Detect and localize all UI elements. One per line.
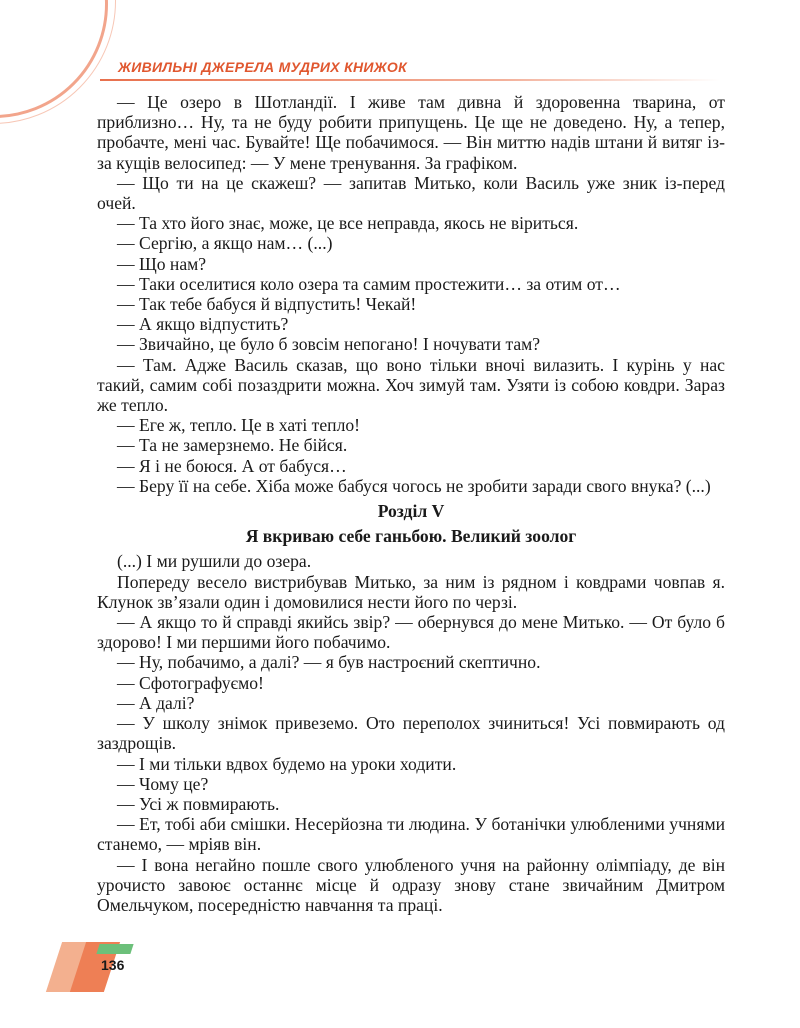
section-subtitle: Я вкриваю себе ганьбою. Великий зоолог (245, 526, 577, 547)
paragraph: — А далі? (117, 692, 195, 713)
paragraph: — І вона негайно пошле свого улюбленого учня на районну олімпіаду, де він урочисто завоює останнє місце й одразу знову стане звичайним Дмитром Омельчуком, посередністю навчання та праці. (97, 854, 725, 915)
paragraph: — Усі ж повмирають. (117, 793, 280, 814)
running-header: ЖИВИЛЬНІ ДЖЕРЕЛА МУДРИХ КНИЖОК (118, 59, 407, 75)
paragraph: — Беру її на себе. Хіба може бабуся чогось не зробити заради свого внука? (...) (117, 475, 711, 496)
paragraph: Попереду весело вистрибував Митько, за ним із рядном і ковдрами човпав я. Клунок зв’язали один і домовилися нести його по черзі. (97, 571, 725, 612)
paragraph: — І ми тільки вдвох будемо на уроки ходити. (117, 753, 457, 774)
decorative-arc (0, 0, 108, 118)
paragraph: — Так тебе бабуся й відпустить! Чекай! (117, 294, 417, 315)
paragraph: — Я і не боюся. А от бабуся… (117, 455, 347, 476)
page-number: 136 (101, 957, 125, 973)
section-heading: Розділ V (377, 501, 445, 522)
paragraph: — Таки оселитися коло озера та самим простежити… за отим от… (117, 273, 621, 294)
paragraph: — Там. Адже Василь сказав, що воно тільки вночі вилазить. І курінь у нас такий, самим собі позаздрити можна. Хоч зимуй там. Узяти із собою ковдри. Зараз же тепло. (97, 354, 725, 416)
paragraph: — А якщо відпустить? (117, 314, 289, 335)
paragraph: — Еге ж, тепло. Це в хаті тепло! (117, 415, 361, 436)
paragraph: — Сфотографуємо! (117, 672, 264, 693)
paragraph: — У школу знімок привеземо. Ото переполох зчиниться! Усі повмирають од заздрощів. (97, 713, 725, 754)
paragraph: — Звичайно, це було б зовсім непогано! І ночувати там? (117, 334, 541, 355)
paragraph: — Та не замерзнемо. Не бійся. (117, 435, 348, 456)
page-body (97, 92, 725, 915)
paragraph: — Сергію, а якщо нам… (...) (117, 233, 333, 254)
paragraph: — Що ти на це скажеш? — запитав Митько, коли Василь уже зник із-перед очей. (97, 172, 725, 214)
paragraph: (...) І ми рушили до озера. (117, 551, 312, 572)
paragraph: — Чому це? (117, 773, 209, 794)
paragraph: — Що нам? (117, 253, 207, 274)
paragraph: — Ну, побачимо, а далі? — я був настроєний скептично. (117, 652, 541, 673)
header-rule (100, 79, 720, 81)
paragraph: — Це озеро в Шотландії. І живе там дивна й здоровенна тварина, от приблизно… Ну, та не буду робити припущень. Це ще не доведено. Ну, а тепер, пробачте, мені час. Бувайте! Ще побачимося. — Він миттю надів штани й витяг із-за кущів велосипед: — У мене тренування. За графіком. (97, 92, 725, 173)
paragraph: — А якщо то й справді якийсь звір? — обернувся до мене Митько. — От було б здорово! І ми першими його побачимо. (97, 612, 725, 653)
paragraph: — Та хто його знає, може, це все неправда, якось не віриться. (117, 213, 579, 234)
footer-accent (96, 944, 133, 954)
paragraph: — Ет, тобі аби смішки. Несерйозна ти людина. У ботанічки улюбленими учнями станемо, — мріяв він. (97, 814, 725, 855)
